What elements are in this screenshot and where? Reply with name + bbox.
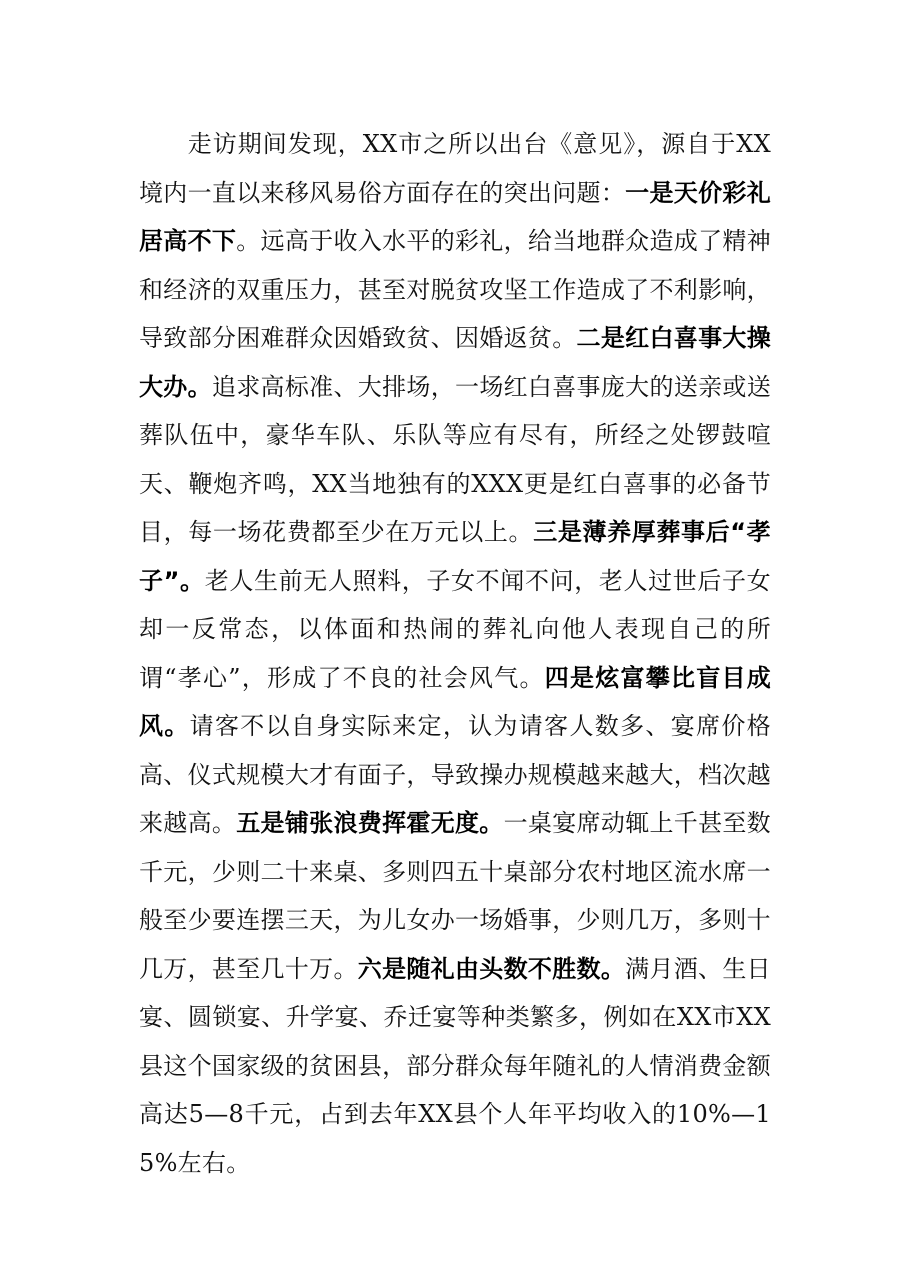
sentence-point-5: 一桌宴席动辄上千甚至数千元，少则二十来桌、多则四五十桌部分农村地区流水席一般至少要连摆三天，为儿女办一场婚事，少则几万，多则十几万，甚至几十万。 — [139, 809, 771, 983]
sentence-point-1: 。远高于收入水平的彩礼，给当地群众造成了精神和经济的双重压力，甚至对脱贫攻坚工作造成了不利影响，导致部分困难群众因婚致贫、因婚返贫。 — [139, 227, 771, 352]
body-paragraph — [139, 120, 771, 1187]
sentence-point-4: 请客不以自身实际来定，认为请客人数多、宴席价格高、仪式规模大才有面子，导致操办规模越来越大，档次越来越高。 — [139, 712, 771, 837]
heading-point-6: 六是随礼由头数不胜数。 — [357, 954, 626, 983]
sentence-intro: 走访期间发现，XX市之所以出台《意见》，源自于XX境内一直以来移风易俗方面存在的突出问题： — [139, 130, 771, 207]
sentence-point-3: 老人生前无人照料，子女不闻不问，老人过世后子女却一反常态，以体面和热闹的葬礼向他人表现自己的所谓“孝心”，形成了不良的社会风气。 — [139, 566, 771, 692]
heading-point-2: 二是红白喜事大操大办。 — [139, 324, 771, 401]
sentence-point-2: 追求高标准、大排场，一场红白喜事庞大的送亲或送葬队伍中，豪华车队、乐队等应有尽有，所经之处锣鼓喧天、鞭炮齐鸣，XX当地独有的XXX更是红白喜事的必备节目，每一场花费都至少在万元以上。 — [139, 372, 772, 546]
heading-point-1: 一是天价彩礼居高不下 — [139, 178, 771, 255]
heading-point-4: 四是炫富攀比盲目成风。 — [139, 663, 772, 740]
heading-point-3: 三是薄养厚葬事后“孝子”。 — [139, 518, 771, 595]
sentence-point-6: 满月酒、生日宴、圆锁宴、升学宴、乔迁宴等种类繁多，例如在XX市XX县这个国家级的贫困县，部分群众每年随礼的人情消费金额高达5—8千元，占到去年XX县个人年平均收入的10%—15%左右。 — [139, 954, 771, 1177]
heading-point-5: 五是铺张浪费挥霍无度。 — [236, 809, 504, 837]
